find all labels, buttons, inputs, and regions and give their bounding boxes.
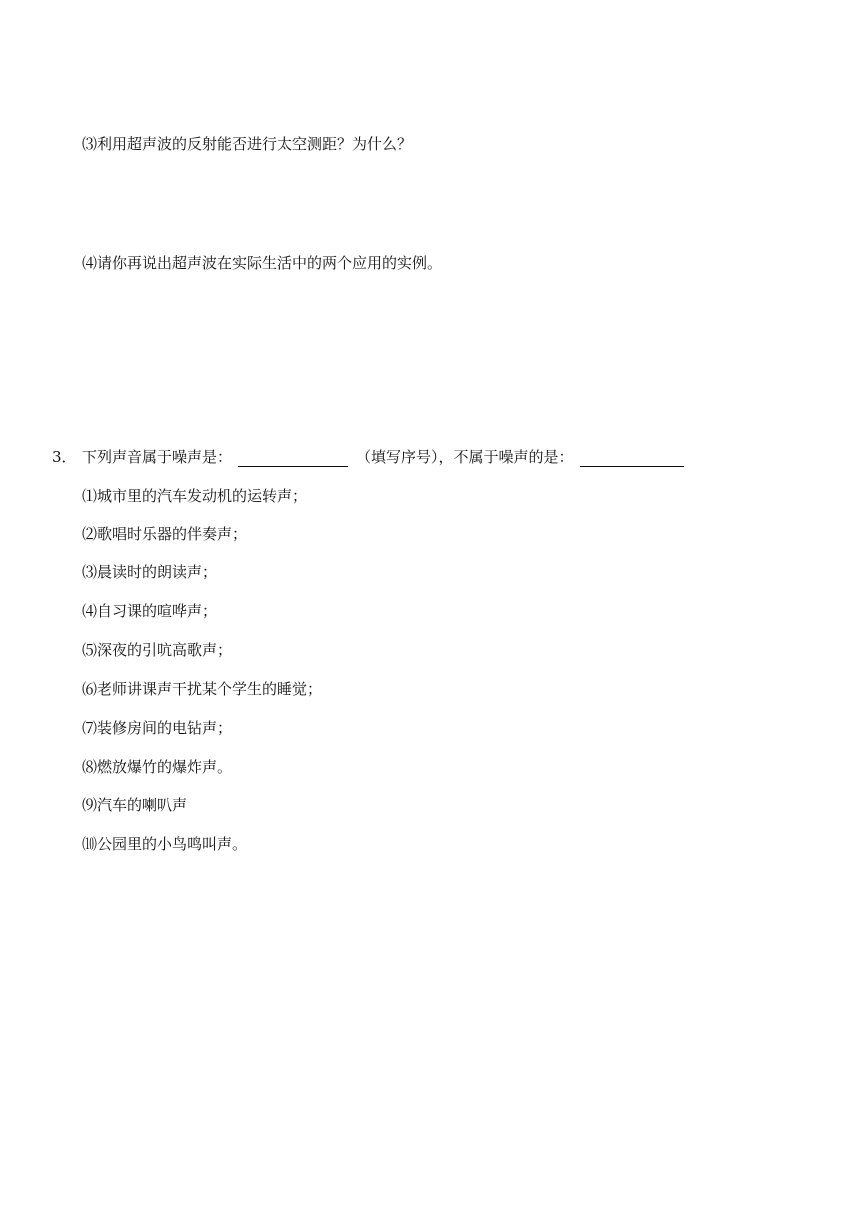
question-3-text-before: 下列声音属于噪声是： (82, 448, 233, 466)
noise-answer-blank[interactable] (238, 450, 348, 467)
question-3-text-middle: （填写序号），不属于噪声的是： (356, 448, 574, 466)
list-item: ⑺装修房间的电钻声； (82, 719, 233, 737)
list-item: ⑸深夜的引吭高歌声； (82, 641, 233, 659)
non-noise-answer-blank[interactable] (580, 450, 684, 467)
question-number: 3． (52, 448, 77, 466)
list-item: ⑷自习课的喧哗声； (82, 602, 218, 620)
question-3-stem (82, 447, 684, 467)
list-item: ⑽公园里的小鸟鸣叫声。 (82, 835, 248, 853)
sub-question-4: ⑷请你再说出超声波在实际生活中的两个应用的实例。 (82, 254, 443, 272)
list-item: ⑹老师讲课声干扰某个学生的睡觉； (82, 680, 323, 698)
list-item: ⑵歌唱时乐器的伴奏声； (82, 525, 248, 543)
list-item: ⑴城市里的汽车发动机的运转声； (82, 487, 308, 505)
list-item: ⑻燃放爆竹的爆炸声。 (82, 758, 233, 776)
sub-question-3: ⑶利用超声波的反射能否进行太空测距？为什么？ (82, 135, 413, 153)
list-item: ⑶晨读时的朗读声； (82, 563, 218, 581)
list-item: ⑼汽车的喇叭声 (82, 796, 188, 814)
